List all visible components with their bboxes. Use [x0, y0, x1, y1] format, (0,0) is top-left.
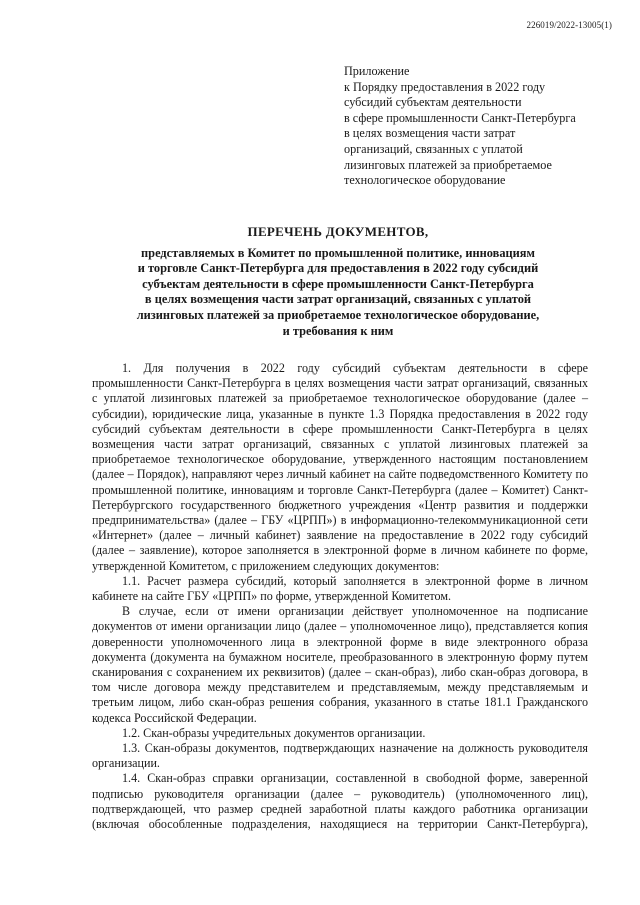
- title-main: ПЕРЕЧЕНЬ ДОКУМЕНТОВ,: [247, 224, 429, 239]
- paragraph-1-1: 1.1. Расчет размера субсидий, который заполняется в электронной форме в личном кабинете на сайте ГБУ «ЦРПП» по форме, утвержденной Комитетом.: [92, 573, 588, 604]
- appendix-line: организаций, связанных с уплатой: [344, 141, 523, 156]
- appendix-line: технологическое оборудование: [344, 173, 506, 188]
- paragraph-1: 1. Для получения в 2022 году субсидий субъектам деятельности в сфере промышленности Санкт-Петербурга в целях возмещения части затрат организаций, связанных с уплатой лизинговых платежей за приобретаемое технологическое оборудование (далее – субсидии), юридические лица, указанные в пункте 1.3 Порядка предоставления в 2022 году субсидий субъектам деятельности в сфере промышленности Санкт-Петербурга в целях возмещения части затрат организаций, связанных с уплатой лизинговых платежей за приобретаемое технологическое оборудование, утвержденного настоящим постановлением (далее – Порядок), направляют через личный кабинет на сайте подведомственного Комитету по промышленной политике, инновациям и торговле Санкт-Петербурга (далее – Комитет) Санкт-Петербургского государственного бюджетного учреждения «Центр развития и поддержки предпринимательства» (далее – ГБУ «ЦРПП») в информационно-телекоммуникационной сети «Интернет» (далее – личный кабинет) заявление на предоставление в 2022 году субсидий (далее – заявление), которое заполняется в электронной форме в личном кабинете по форме, утвержденной Комитетом, с приложением следующих документов:: [92, 361, 588, 573]
- title-line: и требования к ним: [282, 323, 394, 338]
- title-line: представляемых в Комитет по промышленной политике, инновациям: [141, 245, 535, 260]
- document-title: [98, 224, 578, 339]
- paragraph-1-4: 1.4. Скан-образ справки организации, составленной в свободной форме, заверенной подписью руководителя организации (далее – руководитель) (уполномоченного лиц), подтверждающей, что размер средней заработной платы каждого работника организации (включая обособленные подразделения, находящиеся на территории Санкт-Петербурга),: [92, 771, 588, 832]
- paragraph-case: В случае, если от имени организации действует уполномоченное на подписание документов от имени организации лицо (далее – уполномоченное лицо), представляется копия доверенности уполномоченного лица в электронной форме в виде электронного образа документа (документа на бумажном носителе, преобразованного в электронную форму путем сканирования с сохранением их реквизитов) (далее – скан-образ), либо скан-образ договора, в том числе договора между представителем и представляемым, между представляемым и третьим лицом, либо скан-образ решения собрания, указанного в статье 181.1 Гражданского кодекса Российской Федерации.: [92, 604, 588, 725]
- appendix-line: субсидий субъектам деятельности: [344, 95, 522, 110]
- document-number: 226019/2022-13005(1): [526, 20, 612, 30]
- appendix-line: лизинговых платежей за приобретаемое: [344, 157, 552, 172]
- appendix-line: Приложение: [344, 64, 410, 78]
- appendix-line: в целях возмещения части затрат: [344, 126, 516, 141]
- document-body: [92, 361, 588, 832]
- title-line: лизинговых платежей за приобретаемое технологическое оборудование,: [136, 307, 540, 322]
- paragraph-1-2: 1.2. Скан-образы учредительных документов организации.: [122, 725, 426, 740]
- title-line: в целях возмещения части затрат организаций, связанных с уплатой: [144, 292, 532, 307]
- title-line: и торговле Санкт-Петербурга для предоставления в 2022 году субсидий: [137, 261, 539, 276]
- appendix-line: к Порядку предоставления в 2022 году: [344, 79, 546, 94]
- appendix-line: в сфере промышленности Санкт-Петербурга: [344, 110, 576, 125]
- title-line: субъектам деятельности в сфере промышленности Санкт-Петербурга: [142, 276, 534, 291]
- appendix-note: [344, 64, 614, 189]
- paragraph-1-3: 1.3. Скан-образы документов, подтверждающих назначение на должность руководителя организации.: [92, 741, 588, 771]
